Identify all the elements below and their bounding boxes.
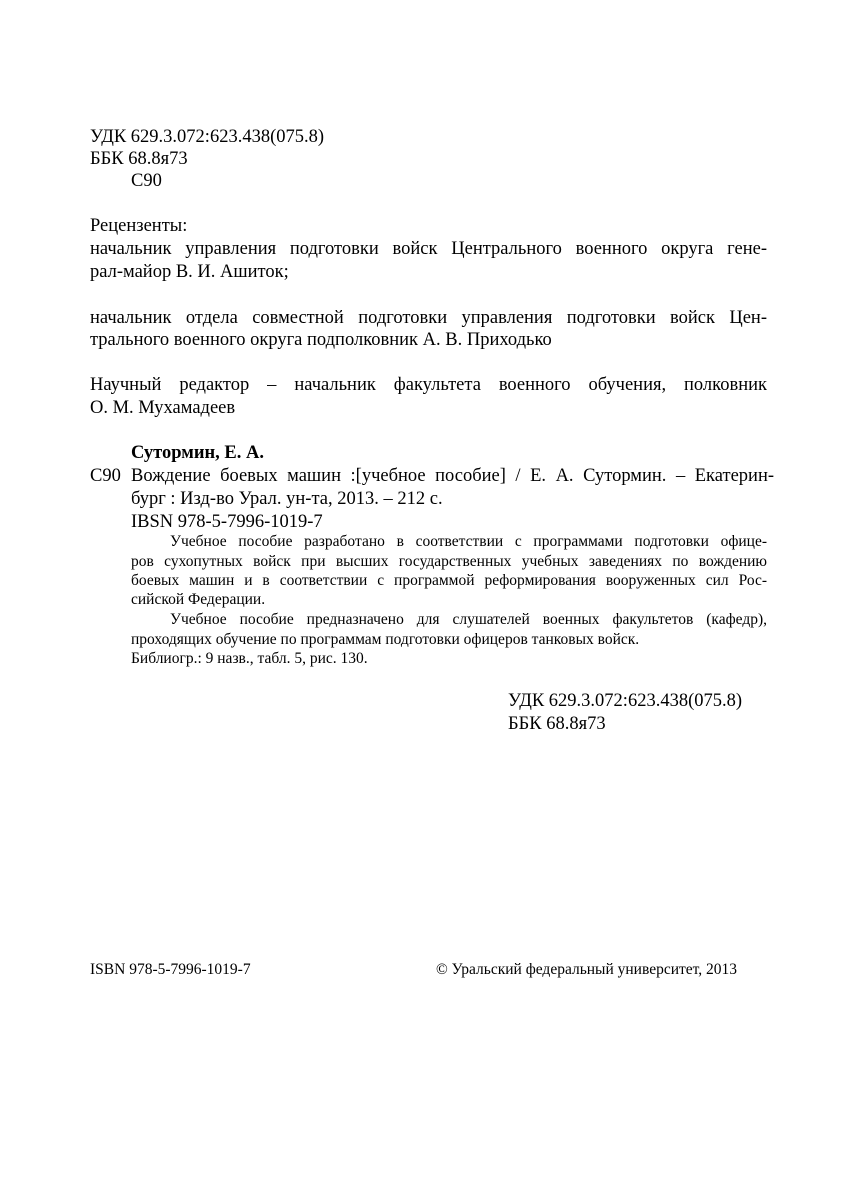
bbk-code: ББК 68.8я73 [90,149,188,169]
author-sign-code: С90 [131,171,162,191]
editor-line-1: Научный редактор – начальник факультета военного обучения, полковник [90,375,767,395]
abstract-1-line-3: боевых машин и в соответствии с программой реформирования вооруженных сил Рос- [131,572,767,589]
catalog-bbk: ББК 68.8я73 [508,714,606,734]
catalog-code: С90 [90,466,121,486]
catalog-udk: УДК 629.3.072:623.438(075.8) [508,691,743,711]
reviewer-1-line-2: рал-майор В. И. Ашиток; [90,262,289,282]
abstract-1-line-2: ров сухопутных войск при высших государственных учебных заведениях по вождению [131,553,767,570]
abstract-2-line-2: проходящих обучение по программам подготовки офицеров танковых войск. [131,631,640,648]
catalog-author: Сутормин, Е. А. [131,443,264,463]
catalog-title-line-1: Вождение боевых машин :[учебное пособие] / Е. А. Сутормин. – Екатерин- [131,466,774,486]
catalog-isbn: IBSN 978-5-7996-1019-7 [131,512,323,532]
reviewer-2-line-1: начальник отдела совместной подготовки управления подготовки войск Цен- [90,308,767,328]
udk-code: УДК 629.3.072:623.438(075.8) [90,127,325,147]
abstract-2-line-1: Учебное пособие предназначено для слушателей военных факультетов (кафедр), [170,611,767,628]
editor-line-2: О. М. Мухамадеев [90,398,236,418]
reviewers-title: Рецензенты: [90,216,188,236]
reviewer-2-line-2: трального военного округа подполковник А. В. Приходько [90,330,552,350]
abstract-1-line-1: Учебное пособие разработано в соответствии с программами подготовки офице- [170,533,767,550]
footer-isbn: ISBN 978-5-7996-1019-7 [90,961,251,978]
footer-copyright: © Уральский федеральный университет, 2013 [436,961,738,978]
reviewer-1-line-1: начальник управления подготовки войск Центрального военного округа гене- [90,239,767,259]
catalog-title-line-2: бург : Изд-во Урал. ун-та, 2013. – 212 с. [131,489,443,509]
abstract-1-line-4: сийской Федерации. [131,591,266,608]
bibliography-note: Библиогр.: 9 назв., табл. 5, рис. 130. [131,650,368,667]
